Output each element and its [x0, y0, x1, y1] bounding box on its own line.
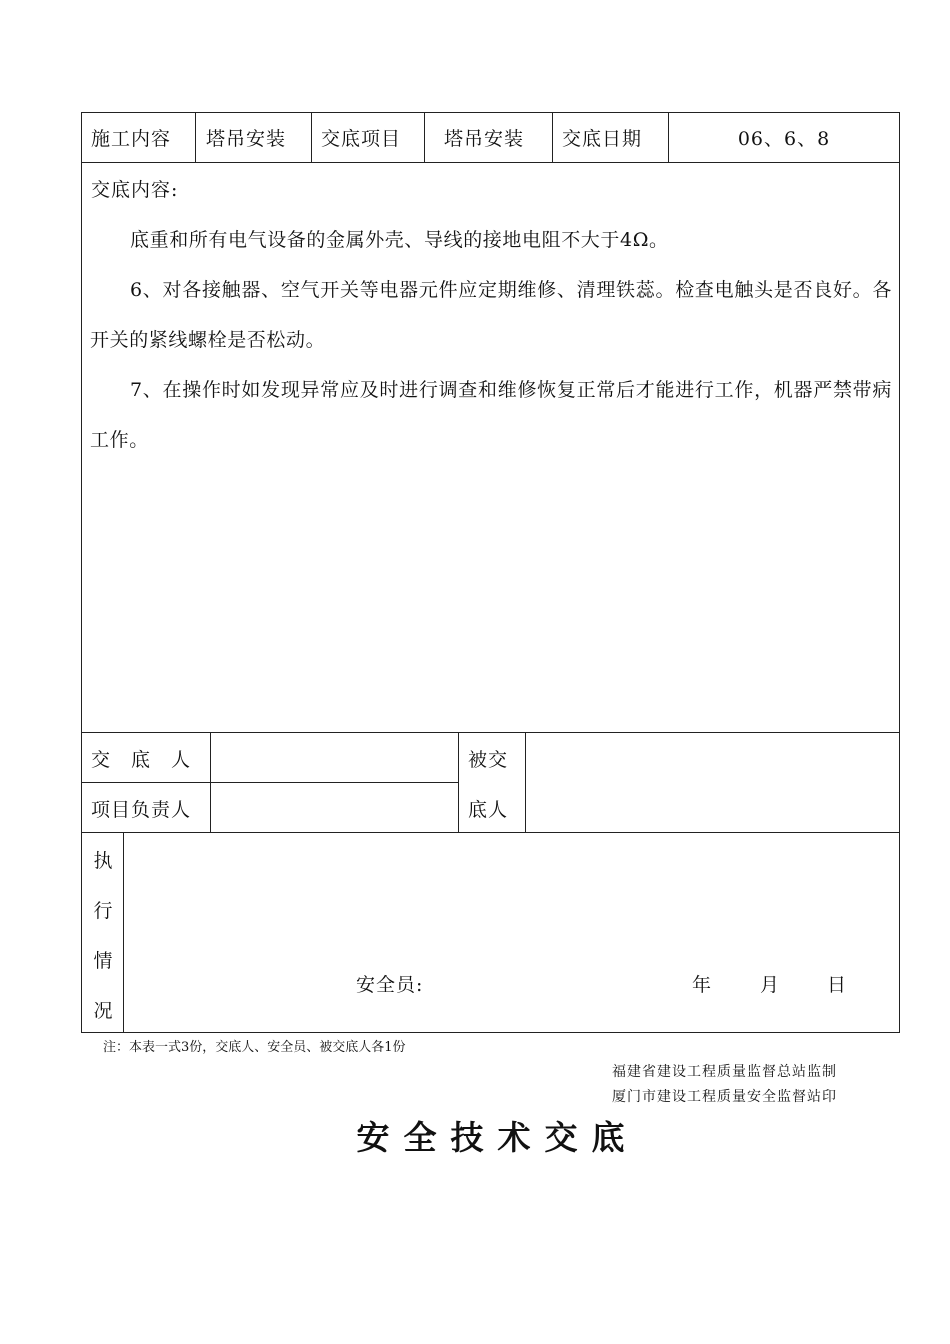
content-paragraph-3: 7、在操作时如发现异常应及时进行调查和维修恢复正常后才能进行工作，机器严禁带病工作。 [90, 379, 892, 451]
label-recipient-line1: 被交 [468, 749, 509, 771]
signature-col-divider-3 [525, 732, 526, 833]
header-col-divider-3 [424, 112, 425, 163]
table-border-left [81, 112, 82, 1033]
header-col-divider-1 [195, 112, 196, 163]
table-border-right [899, 112, 900, 1033]
label-construction-content: 施工内容 [91, 128, 172, 150]
value-disclosure-item: 塔吊安装 [444, 128, 525, 150]
label-month: 月 [760, 974, 781, 996]
footer-org-line-2: 厦门市建设工程质量安全监督站印 [612, 1089, 837, 1105]
label-day: 日 [827, 974, 848, 996]
document-title: 安全技术交底 [356, 1118, 639, 1157]
content-heading: 交底内容: [91, 179, 179, 201]
recipient-signature-field[interactable] [527, 734, 898, 831]
label-execution-char-1: 执 [93, 850, 113, 872]
label-execution-char-4: 况 [93, 1000, 113, 1022]
label-execution-char-2: 行 [93, 900, 113, 922]
content-paragraph-2: 6、对各接触器、空气开关等电器元件应定期维修、清理铁蕊。检查电触头是否良好。各开关的紧线螺栓是否松动。 [90, 279, 892, 351]
label-disclosure-item: 交底项目 [321, 128, 402, 150]
value-construction-content: 塔吊安装 [206, 128, 287, 150]
execution-col-divider [123, 832, 124, 1033]
label-disclosure-date: 交底日期 [562, 128, 643, 150]
signature-mid-divider [81, 782, 458, 783]
footer-org-line-1: 福建省建设工程质量监督总站监制 [612, 1064, 837, 1080]
signature-col-divider-2 [458, 732, 459, 833]
project-manager-signature-field[interactable] [212, 784, 457, 831]
table-border-top [81, 112, 900, 113]
discloser-signature-field[interactable] [212, 734, 457, 781]
header-col-divider-4 [552, 112, 553, 163]
label-safety-officer: 安全员: [356, 974, 424, 996]
execution-notes-field[interactable] [125, 834, 898, 964]
signature-col-divider-1 [210, 732, 211, 833]
content-paragraph-1: 底重和所有电气设备的金属外壳、导线的接地电阻不大于4Ω。 [130, 229, 669, 251]
table-border-bottom [81, 1032, 900, 1033]
label-project-manager: 项目负责人 [91, 799, 192, 821]
header-row-divider [81, 162, 900, 163]
label-execution-char-3: 情 [93, 950, 113, 972]
value-disclosure-date: 06、6、8 [737, 128, 831, 150]
label-recipient-line2: 底人 [468, 799, 509, 821]
label-discloser: 交 底 人 [91, 749, 192, 771]
signature-bottom-divider [81, 832, 900, 833]
label-year: 年 [692, 974, 713, 996]
header-col-divider-2 [311, 112, 312, 163]
footer-note: 注：本表一式3份，交底人、安全员、被交底人各1份 [103, 1040, 406, 1055]
content-bottom-divider [81, 732, 900, 733]
